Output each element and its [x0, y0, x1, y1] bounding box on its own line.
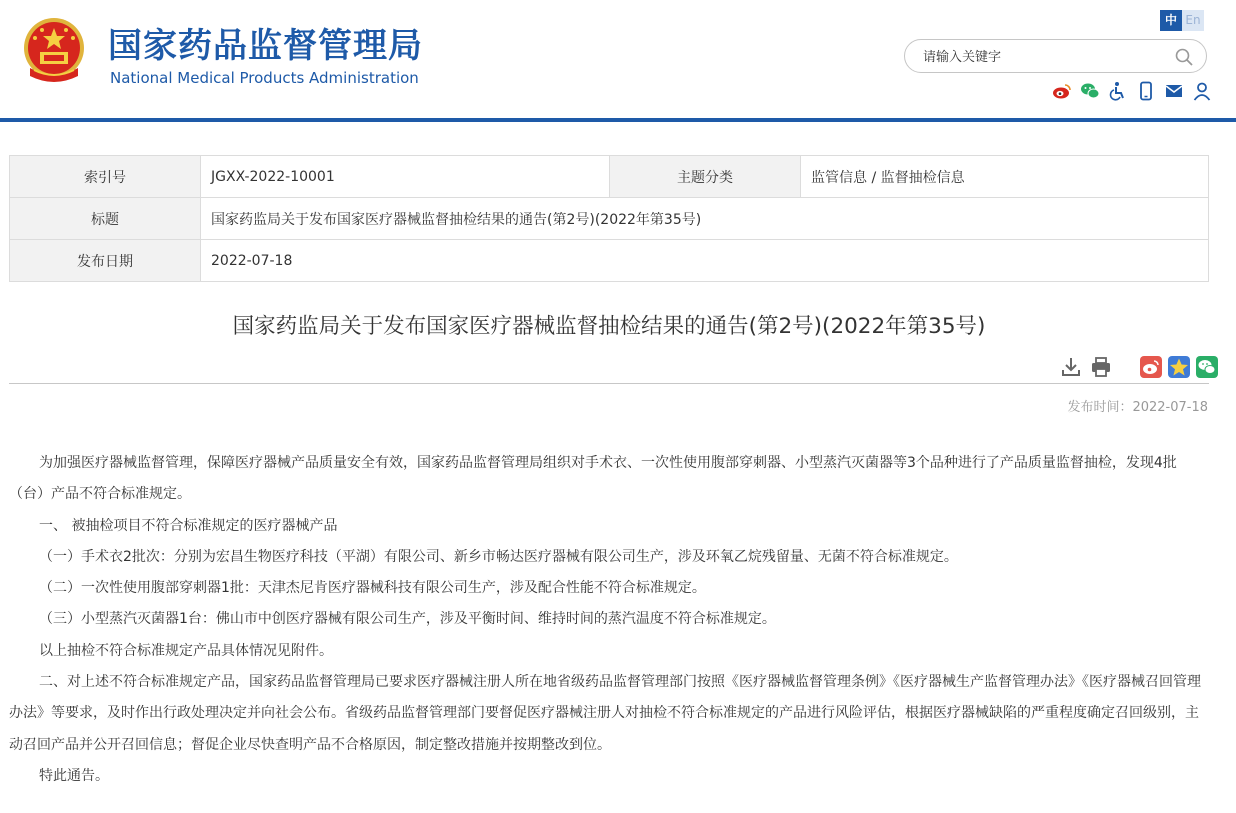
toolbar-spacer [1112, 356, 1140, 378]
article-toolbar [1060, 356, 1218, 378]
info-row-index [10, 156, 1209, 198]
language-switch [1160, 10, 1204, 31]
print-icon[interactable] [1090, 356, 1112, 378]
title-value: 国家药监局关于发布国家医疗器械监督抽检结果的通告(第2号)(2022年第35号) [201, 198, 1209, 240]
category-value: 监管信息 / 监督抽检信息 [801, 156, 1209, 198]
mobile-icon[interactable] [1136, 81, 1156, 101]
lang-zh-button[interactable]: 中 [1160, 10, 1182, 31]
article-body [9, 448, 1209, 792]
date-label: 发布日期 [10, 240, 201, 282]
lang-en-button[interactable]: En [1182, 10, 1204, 31]
info-row-date [10, 240, 1209, 282]
paragraph-closing: 特此通告。 [39, 767, 109, 784]
wechat-icon[interactable] [1080, 81, 1100, 101]
publish-time: 发布时间：2022-07-18 [1067, 400, 1208, 415]
article-title: 国家药监局关于发布国家医疗器械监督抽检结果的通告(第2号)(2022年第35号) [232, 314, 986, 339]
user-icon[interactable] [1192, 81, 1212, 101]
paragraph-item-2: （二）一次性使用腹部穿刺器1批：天津杰尼肯医疗器械科技有限公司生产，涉及配合性能不符合标准规定。 [39, 580, 706, 597]
paragraph-section-1: 一、 被抽检项目不符合标准规定的医疗器械产品 [39, 517, 338, 534]
download-icon[interactable] [1060, 356, 1082, 378]
paragraph-item-1: （一）手术衣2批次：分别为宏昌生物医疗科技（平湖）有限公司、新乡市畅达医疗器械有限公司生产，涉及环氧乙烷残留量、无菌不符合标准规定。 [39, 548, 958, 565]
site-title-cn[interactable]: 国家药品监督管理局 [108, 26, 423, 66]
index-label: 索引号 [10, 156, 201, 198]
paragraph-section-2: 二、对上述不符合标准规定产品，国家药品监督管理局已要求医疗器械注册人所在地省级药品监督管理部门按照《医疗器械监督管理条例》《医疗器械生产监督管理办法》《医疗器械召回管理办法》等要求，及时作出行政处理决定并向社会公布。省级药品监督管理部门要督促医疗器械注册人对抽检不符合标准规定的产品进行风险评估，根据医疗器械缺陷的严重程度确定召回级别，主动召回产品并公开召回信息；督促企业尽快查明产品不合格原因，制定整改措施并按期整改到位。 [9, 674, 1201, 753]
info-row-title [10, 198, 1209, 240]
paragraph-attachment-note: 以上抽检不符合标准规定产品具体情况见附件。 [39, 642, 333, 659]
header-icon-bar [1052, 81, 1212, 101]
header-divider [0, 118, 1236, 122]
search-input[interactable] [921, 47, 1165, 67]
site-header [0, 0, 1236, 122]
paragraph-intro: 为加强医疗器械监督管理，保障医疗器械产品质量安全有效，国家药品监督管理局组织对手术衣、一次性使用腹部穿刺器、小型蒸汽灭菌器等3个品种进行了产品质量监督抽检，发现4批（台）产品不符合标准规定。 [9, 455, 1177, 503]
search-icon[interactable] [1174, 47, 1194, 67]
paragraph-item-3: （三）小型蒸汽灭菌器1台：佛山市中创医疗器械有限公司生产，涉及平衡时间、维持时间的蒸汽温度不符合标准规定。 [39, 611, 776, 628]
weibo-icon[interactable] [1052, 81, 1072, 101]
date-value: 2022-07-18 [201, 240, 1209, 282]
site-title-en[interactable]: National Medical Products Administration [110, 69, 419, 87]
search-box [904, 39, 1207, 73]
wechat-share-icon[interactable] [1196, 356, 1218, 378]
index-value: JGXX-2022-10001 [201, 156, 610, 198]
qzone-share-icon[interactable] [1168, 356, 1190, 378]
title-label: 标题 [10, 198, 201, 240]
national-emblem-icon[interactable] [20, 16, 88, 88]
weibo-share-icon[interactable] [1140, 356, 1162, 378]
category-label: 主题分类 [610, 156, 801, 198]
accessibility-icon[interactable] [1108, 81, 1128, 101]
document-info-table [9, 155, 1209, 282]
article-divider [9, 383, 1209, 384]
mail-icon[interactable] [1164, 81, 1184, 101]
